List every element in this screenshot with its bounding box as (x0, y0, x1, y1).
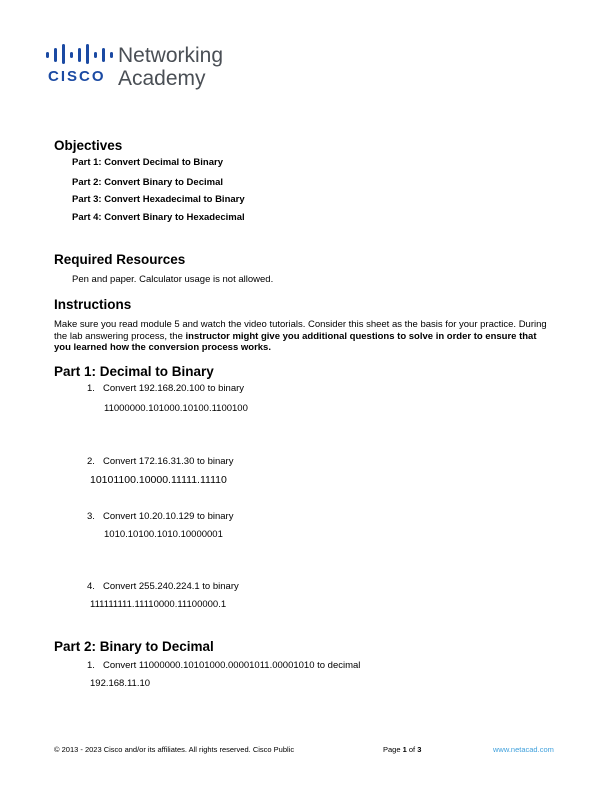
resources-text: Pen and paper. Calculator usage is not allowed. (72, 274, 274, 285)
resources-heading: Required Resources (54, 252, 186, 267)
question-item (87, 457, 233, 467)
answer-text: 1010.10100.1010.10000001 (104, 529, 223, 540)
objective-item: Part 1: Convert Decimal to Binary (72, 157, 223, 168)
part2-heading: Part 2: Binary to Decimal (54, 639, 214, 654)
answer-text: 111111111.11110000.11100000.1 (90, 599, 227, 610)
instructions-heading: Instructions (54, 297, 132, 312)
instructions-text-bold: instructor might give you additional questions to solve in order to ensure that you learned how the conversion process works. (54, 330, 537, 353)
page-mid: of (406, 745, 418, 754)
cisco-bars-icon (46, 44, 116, 64)
page-current: 1 (402, 745, 407, 754)
question-item (87, 661, 360, 671)
answer-text: 10101100.10000.11111.11110 (90, 474, 227, 486)
question-number: 3. (87, 511, 95, 522)
instructions-text (54, 319, 554, 354)
objective-item: Part 4: Convert Binary to Hexadecimal (72, 212, 245, 223)
instructions-text-normal: Make sure you read module 5 and watch the video tutorials. Consider this sheet as the basis for your practice. During the lab answering process, the (54, 319, 547, 342)
objective-item: Part 2: Convert Binary to Decimal (72, 177, 223, 188)
question-number: 1. (87, 660, 95, 671)
question-text: Convert 10.20.10.129 to binary (103, 511, 234, 522)
answer-text: 192.168.11.10 (90, 678, 151, 689)
question-text: Convert 255.240.224.1 to binary (103, 581, 239, 592)
question-text: Convert 11000000.10101000.00001011.00001010 to decimal (103, 660, 361, 671)
question-item (87, 512, 233, 522)
question-item (87, 384, 244, 394)
question-number: 2. (87, 456, 95, 467)
question-text: Convert 192.168.20.100 to binary (103, 383, 245, 394)
footer-copyright: © 2013 - 2023 Cisco and/or its affiliates. All rights reserved. Cisco Public (54, 745, 295, 754)
objectives-heading: Objectives (54, 138, 123, 153)
page-total: 3 (417, 745, 422, 754)
brand-title-networking: Networking (118, 44, 224, 67)
answer-text: 11000000.101000.10100.1100100 (104, 403, 248, 414)
question-number: 4. (87, 581, 95, 592)
footer-page-number (383, 746, 421, 754)
question-item (87, 582, 239, 592)
objective-item: Part 3: Convert Hexadecimal to Binary (72, 194, 245, 205)
footer-url-link[interactable]: www.netacad.com (493, 745, 554, 754)
page-prefix: Page (383, 745, 403, 754)
cisco-wordmark: CISCO (48, 68, 106, 85)
part1-heading: Part 1: Decimal to Binary (54, 364, 214, 379)
question-text: Convert 172.16.31.30 to binary (103, 456, 234, 467)
question-number: 1. (87, 383, 95, 394)
brand-title-academy: Academy (118, 67, 206, 90)
